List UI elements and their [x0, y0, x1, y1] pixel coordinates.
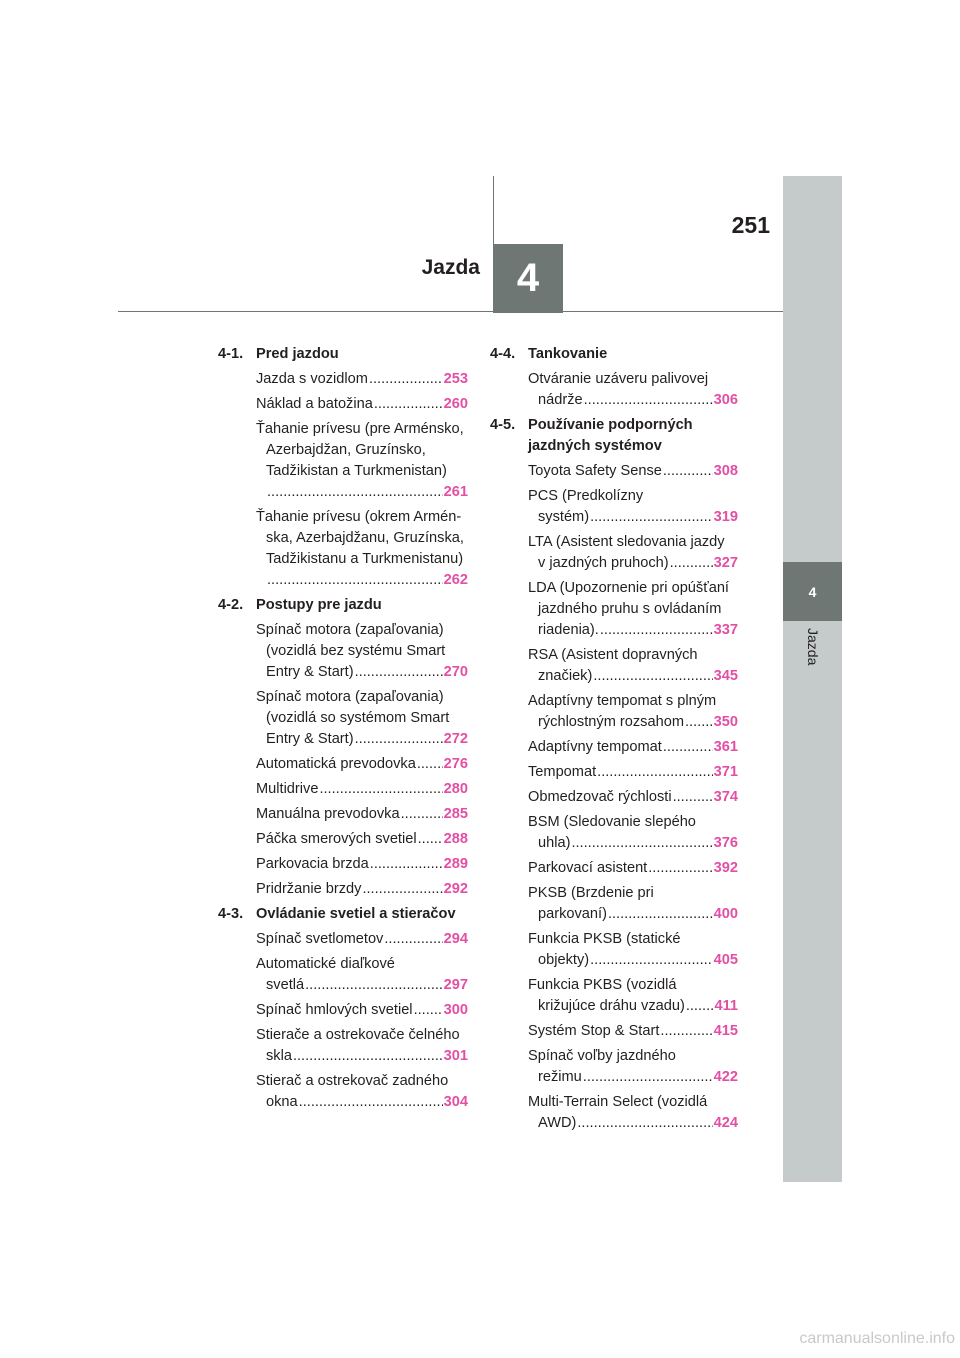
- dot-leader: [648, 858, 712, 879]
- dot-leader: [355, 662, 443, 683]
- toc-page-link[interactable]: 308: [713, 463, 738, 479]
- toc-page-link[interactable]: 304: [443, 1094, 468, 1110]
- toc-entry-leader: [256, 1000, 468, 1021]
- toc-entry-text: Spínač motora (zapaľovania): [256, 622, 444, 638]
- dot-leader: [608, 904, 713, 925]
- toc-entry-leader: [528, 787, 738, 808]
- dot-leader: [355, 729, 443, 750]
- toc-page-link[interactable]: 300: [443, 1002, 468, 1018]
- dot-leader: [319, 779, 442, 800]
- toc-entry-text: Obmedzovač rýchlosti: [528, 789, 672, 805]
- toc-page-link[interactable]: 292: [443, 881, 468, 897]
- toc-entry[interactable]: [528, 461, 738, 482]
- toc-entry-text: nádrže: [538, 392, 583, 408]
- toc-entry-text: Adaptívny tempomat s plným: [528, 693, 717, 709]
- dot-leader: [374, 394, 443, 415]
- toc-entry-text: Stierač a ostrekovač zadného: [256, 1073, 449, 1089]
- dot-leader: [362, 879, 442, 900]
- toc-entry-text: LDA (Upozornenie pri opúšťaní: [528, 580, 729, 596]
- toc-page-link[interactable]: 345: [713, 668, 738, 684]
- toc-entry[interactable]: [528, 812, 738, 854]
- toc-entry-text: svetlá: [266, 977, 305, 993]
- toc-page-link[interactable]: 374: [713, 789, 738, 805]
- section-title: Postupy pre jazdu: [256, 597, 382, 613]
- toc-entry[interactable]: [256, 687, 468, 750]
- toc-entry-text: Spínač motora (zapaľovania): [256, 689, 444, 705]
- toc-entry-text: Spínač svetlometov: [256, 931, 384, 947]
- toc-entry[interactable]: [256, 754, 468, 775]
- toc-entry-text: (vozidlá so systémom Smart: [266, 710, 450, 726]
- toc-page-link[interactable]: 376: [713, 835, 738, 851]
- toc-entry-text: okna: [266, 1094, 298, 1110]
- toc-page-link[interactable]: 306: [713, 392, 738, 408]
- toc-page-link[interactable]: 424: [713, 1115, 738, 1131]
- dot-leader: [593, 666, 712, 687]
- dot-leader: [583, 1067, 713, 1088]
- toc-entry-text: AWD): [538, 1115, 577, 1131]
- dot-leader: [670, 553, 713, 574]
- toc-page-link[interactable]: 319: [713, 509, 738, 525]
- toc-entry-text: značiek): [538, 668, 593, 684]
- side-tab-chapter-number[interactable]: 4: [783, 562, 842, 621]
- toc-section: [490, 344, 738, 365]
- toc-entry[interactable]: [528, 645, 738, 687]
- dot-leader: [414, 1000, 443, 1021]
- section-number: 4-5.: [490, 417, 516, 433]
- dot-leader: [685, 712, 713, 733]
- toc-entry[interactable]: [256, 620, 468, 683]
- toc-entry-text: Páčka smerových svetiel: [256, 831, 417, 847]
- toc-page-link[interactable]: 294: [443, 931, 468, 947]
- toc-left-column: [218, 344, 468, 1117]
- toc-entry[interactable]: [256, 829, 468, 850]
- toc-entry-text: Systém Stop & Start: [528, 1023, 660, 1039]
- toc-entry[interactable]: [256, 369, 468, 390]
- toc-entry[interactable]: [528, 787, 738, 808]
- toc-page-link[interactable]: 285: [443, 806, 468, 822]
- toc-entry-text: Náklad a batožina: [256, 396, 373, 412]
- toc-entry-text: PCS (Predkolízny: [528, 488, 644, 504]
- toc-entry[interactable]: [528, 691, 738, 733]
- toc-page-link[interactable]: 253: [443, 371, 468, 387]
- toc-entry-text: riadenia).: [538, 622, 599, 638]
- toc-entry[interactable]: [256, 1000, 468, 1021]
- toc-entry-text: Multidrive: [256, 781, 319, 797]
- section-number: 4-3.: [218, 906, 244, 922]
- toc-entry-leader: [256, 854, 468, 875]
- toc-entry-text: PKSB (Brzdenie pri: [528, 885, 654, 901]
- dot-leader: [673, 787, 713, 808]
- toc-right-column: [490, 344, 738, 1138]
- toc-page-link[interactable]: 297: [443, 977, 468, 993]
- section-title: Tankovanie: [528, 346, 608, 362]
- toc-entry[interactable]: [528, 762, 738, 783]
- side-tab-label: Jazda: [805, 628, 821, 666]
- toc-entry-leader: [256, 879, 468, 900]
- toc-page-link[interactable]: 411: [714, 998, 738, 1014]
- toc-entry-text: Parkovacia brzda: [256, 856, 369, 872]
- toc-section: [218, 595, 468, 616]
- toc-entry[interactable]: [256, 1071, 468, 1113]
- dot-leader: [577, 1113, 712, 1134]
- section-number: 4-1.: [218, 346, 244, 362]
- toc-entry[interactable]: [256, 954, 468, 996]
- toc-entry-text: skla: [266, 1048, 292, 1064]
- toc-page-link[interactable]: 276: [443, 756, 468, 772]
- toc-entry[interactable]: [528, 929, 738, 971]
- dot-leader: [401, 804, 443, 825]
- toc-entry-text: jazdného pruhu s ovládaním: [538, 601, 722, 617]
- toc-page-link[interactable]: 327: [713, 555, 738, 571]
- dot-leader: [571, 833, 712, 854]
- chapter-number-box: 4: [493, 244, 563, 313]
- toc-section: [490, 415, 738, 457]
- dot-leader: [267, 482, 443, 503]
- toc-entry-leader: [256, 975, 468, 996]
- toc-entry-leader: [528, 1067, 738, 1088]
- toc-entry-text: Funkcia PKBS (vozidlá: [528, 977, 677, 993]
- toc-entry-leader: [256, 570, 468, 591]
- toc-entry-leader: [528, 904, 738, 925]
- header-horizontal-rule: [118, 311, 783, 312]
- toc-entry-text: LTA (Asistent sledovania jazdy: [528, 534, 725, 550]
- toc-entry-text: Funkcia PKSB (statické: [528, 931, 681, 947]
- toc-entry-text: v jazdných pruhoch): [538, 555, 669, 571]
- toc-entry[interactable]: [528, 532, 738, 574]
- toc-entry[interactable]: [528, 369, 738, 411]
- toc-entry-text: Automatická prevodovka: [256, 756, 416, 772]
- toc-entry-text: režimu: [538, 1069, 582, 1085]
- section-title: Pred jazdou: [256, 346, 339, 362]
- toc-entry-leader: [528, 712, 738, 733]
- toc-entry-text: Otváranie uzáveru palivovej: [528, 371, 709, 387]
- toc-entry[interactable]: [528, 737, 738, 758]
- toc-entry-leader: [528, 1113, 738, 1134]
- dot-leader: [417, 754, 443, 775]
- toc-entry-text: Tempomat: [528, 764, 597, 780]
- toc-page-link[interactable]: 262: [443, 572, 468, 588]
- dot-leader: [663, 461, 713, 482]
- toc-entry[interactable]: [256, 779, 468, 800]
- dot-leader: [299, 1092, 443, 1113]
- toc-page-link[interactable]: 405: [713, 952, 738, 968]
- toc-entry-text: Spínač hmlových svetiel: [256, 1002, 413, 1018]
- toc-entry-text: RSA (Asistent dopravných: [528, 647, 698, 663]
- section-title: Ovládanie svetiel a stieračov: [256, 906, 456, 922]
- toc-entry-leader: [256, 394, 468, 415]
- toc-entry-text: Azerbajdžan, Gruzínsko,: [266, 442, 426, 458]
- toc-page-link[interactable]: 260: [443, 396, 468, 412]
- toc-entry-text: uhla): [538, 835, 571, 851]
- section-number: 4-2.: [218, 597, 244, 613]
- dot-leader: [370, 854, 443, 875]
- toc-entry-leader: [256, 1046, 468, 1067]
- toc-entry-text: Toyota Safety Sense: [528, 463, 662, 479]
- toc-entry-leader: [256, 929, 468, 950]
- toc-entry-text: Entry & Start): [266, 664, 354, 680]
- toc-entry[interactable]: [528, 858, 738, 879]
- dot-leader: [584, 390, 713, 411]
- dot-leader: [686, 996, 714, 1017]
- dot-leader: [597, 762, 713, 783]
- chapter-title: Jazda: [421, 256, 480, 279]
- toc-entry-leader: [528, 996, 738, 1017]
- toc-section: [218, 344, 468, 365]
- toc-entry-text: Pridržanie brzdy: [256, 881, 362, 897]
- toc-entry-text: Entry & Start): [266, 731, 354, 747]
- toc-entry-leader: [256, 369, 468, 390]
- toc-entry-text: Parkovací asistent: [528, 860, 648, 876]
- toc-page-link[interactable]: 361: [713, 739, 738, 755]
- header-vertical-rule: [493, 176, 494, 246]
- toc-entry-leader: [528, 666, 738, 687]
- toc-entry-text: BSM (Sledovanie slepého: [528, 814, 696, 830]
- toc-entry-text: systém): [538, 509, 590, 525]
- toc-entry-text: Jazda s vozidlom: [256, 371, 368, 387]
- toc-entry[interactable]: [528, 1021, 738, 1042]
- watermark: carmanualsonline.info: [799, 1330, 955, 1347]
- toc-entry-leader: [528, 507, 738, 528]
- toc-entry-text: ska, Azerbajdžanu, Gruzínska,: [266, 530, 464, 546]
- toc-entry-text: Ťahanie prívesu (okrem Armén-: [256, 509, 462, 525]
- toc-entry[interactable]: [528, 486, 738, 528]
- dot-leader: [267, 570, 443, 591]
- toc-entry-leader: [528, 390, 738, 411]
- toc-entry[interactable]: [528, 1092, 738, 1134]
- toc-entry-leader: [528, 553, 738, 574]
- toc-page-link[interactable]: 261: [443, 484, 468, 500]
- page-number: 251: [731, 212, 770, 238]
- toc-entry[interactable]: [256, 879, 468, 900]
- toc-entry[interactable]: [528, 1046, 738, 1088]
- toc-entry-leader: [256, 829, 468, 850]
- toc-entry-text: (vozidlá bez systému Smart: [266, 643, 446, 659]
- toc-entry[interactable]: [256, 804, 468, 825]
- toc-entry-leader: [528, 762, 738, 783]
- toc-entry-text: Stierače a ostrekovače čelného: [256, 1027, 460, 1043]
- toc-page-link[interactable]: 422: [713, 1069, 738, 1085]
- dot-leader: [293, 1046, 443, 1067]
- toc-entry-leader: [528, 461, 738, 482]
- toc-page-link[interactable]: 350: [713, 714, 738, 730]
- dot-leader: [590, 507, 713, 528]
- toc-entry-text: Spínač voľby jazdného: [528, 1048, 676, 1064]
- toc-entry-text: parkovaní): [538, 906, 607, 922]
- toc-entry[interactable]: [256, 394, 468, 415]
- toc-entry-leader: [528, 737, 738, 758]
- toc-page-link[interactable]: 392: [713, 860, 738, 876]
- toc-page-link[interactable]: 270: [443, 664, 468, 680]
- toc-entry-leader: [256, 754, 468, 775]
- toc-page-link[interactable]: 289: [443, 856, 468, 872]
- toc-page-link[interactable]: 400: [713, 906, 738, 922]
- section-title: Používanie podporných jazdných systémov: [528, 417, 693, 454]
- toc-entry-text: Adaptívny tempomat: [528, 739, 662, 755]
- dot-leader: [600, 620, 713, 641]
- side-tab-label-container: [783, 628, 842, 688]
- toc-page-link[interactable]: 337: [713, 622, 738, 638]
- toc-entry[interactable]: [528, 975, 738, 1017]
- toc-section: [218, 904, 468, 925]
- toc-entry-text: rýchlostným rozsahom: [538, 714, 684, 730]
- toc-entry-leader: [256, 1092, 468, 1113]
- toc-entry[interactable]: [256, 507, 468, 591]
- toc-entry[interactable]: [256, 1025, 468, 1067]
- toc-entry-text: Ťahanie prívesu (pre Arménsko,: [256, 421, 464, 437]
- toc-page-link[interactable]: 280: [443, 781, 468, 797]
- dot-leader: [660, 1021, 712, 1042]
- dot-leader: [590, 950, 713, 971]
- toc-page-link[interactable]: 288: [443, 831, 468, 847]
- dot-leader: [418, 829, 443, 850]
- toc-entry-leader: [256, 662, 468, 683]
- toc-entry[interactable]: [528, 883, 738, 925]
- toc-entry-text: Multi-Terrain Select (vozidlá: [528, 1094, 708, 1110]
- toc-entry-text: objekty): [538, 952, 590, 968]
- toc-entry-text: Tadžikistanu a Turkmenistanu): [266, 551, 464, 567]
- toc-entry[interactable]: [256, 419, 468, 503]
- toc-entry-leader: [256, 729, 468, 750]
- toc-page-link[interactable]: 272: [443, 731, 468, 747]
- toc-entry[interactable]: [256, 854, 468, 875]
- dot-leader: [305, 975, 443, 996]
- dot-leader: [384, 929, 442, 950]
- toc-entry-leader: [256, 804, 468, 825]
- toc-page-link[interactable]: 371: [713, 764, 738, 780]
- toc-entry-leader: [528, 1021, 738, 1042]
- dot-leader: [369, 369, 443, 390]
- toc-entry[interactable]: [256, 929, 468, 950]
- toc-entry-leader: [528, 620, 738, 641]
- toc-entry-text: križujúce dráhu vzadu): [538, 998, 685, 1014]
- toc-entry-text: Automatické diaľkové: [256, 956, 395, 972]
- toc-entry-leader: [528, 858, 738, 879]
- toc-entry-leader: [528, 950, 738, 971]
- toc-entry-leader: [256, 779, 468, 800]
- dot-leader: [663, 737, 713, 758]
- toc-entry-leader: [256, 482, 468, 503]
- toc-entry-text: Tadžikistan a Turkmenistan): [266, 463, 447, 479]
- toc-entry[interactable]: [528, 578, 738, 641]
- toc-entry-text: Manuálna prevodovka: [256, 806, 400, 822]
- toc-entry-leader: [528, 833, 738, 854]
- toc-page-link[interactable]: 301: [443, 1048, 468, 1064]
- toc-page-link[interactable]: 415: [713, 1023, 738, 1039]
- section-number: 4-4.: [490, 346, 516, 362]
